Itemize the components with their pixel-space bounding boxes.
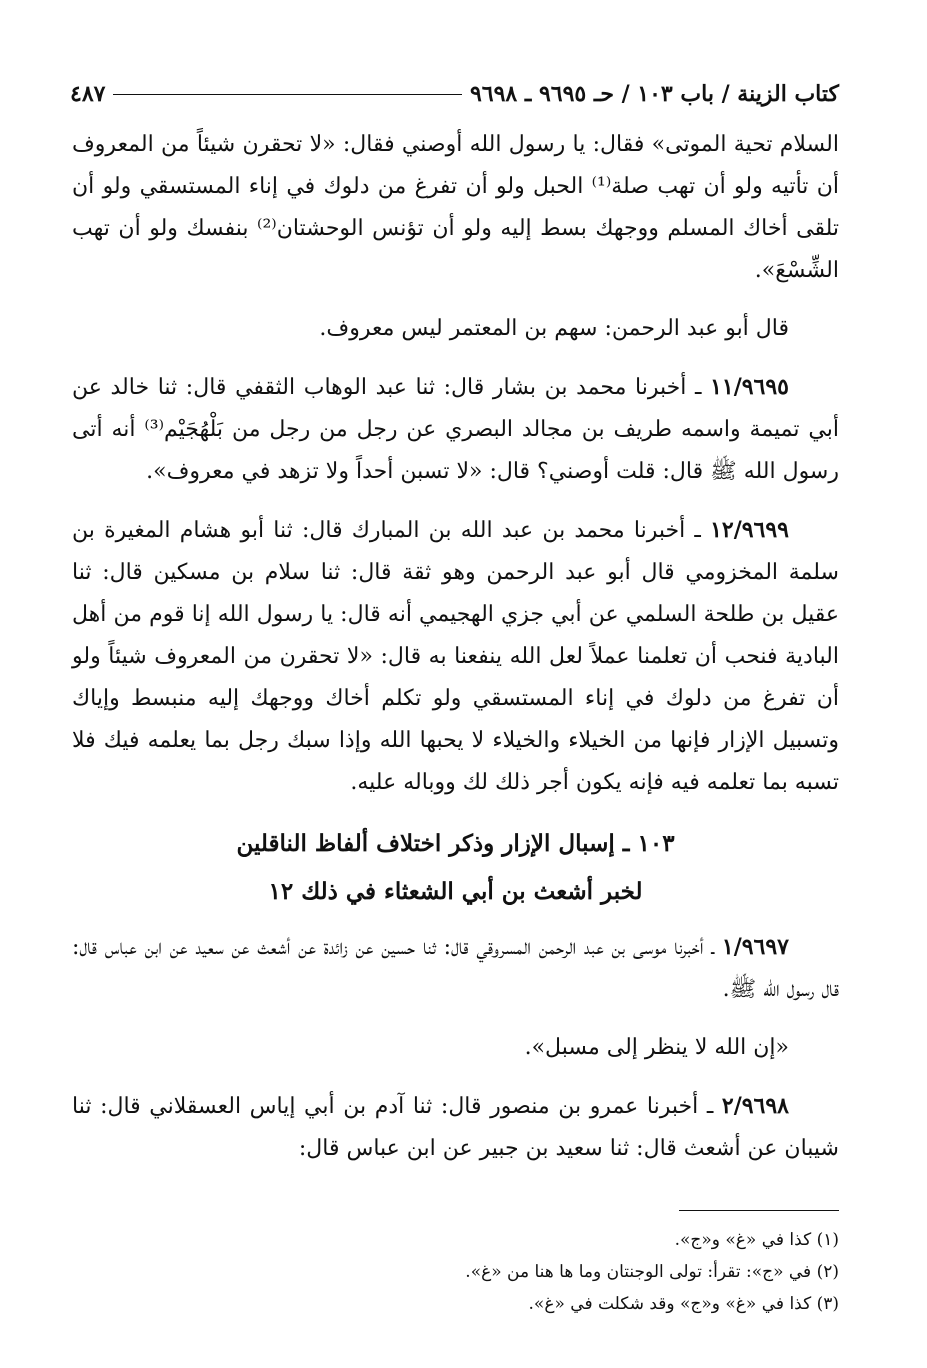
header-title: كتاب الزينة / باب ١٠٣ / حـ ٩٦٩٥ ـ ٩٦٩٨ bbox=[469, 81, 839, 107]
hadith-number: ١٢/٩٦٩٩ bbox=[710, 517, 789, 543]
paragraph-text: ـ أخبرنا عمرو بن منصور قال: ثنا آدم بن أبي إياس العسقلاني قال: ثنا شيبان عن أشعث قال: ثنا سعيد بن جبير عن ابن عباس قال: bbox=[72, 1094, 839, 1161]
paragraph-3 bbox=[72, 509, 839, 804]
footnote-3: (٣) كذا في «غ» و«ج» وقد شكلت في «غ». bbox=[528, 1294, 839, 1314]
paragraph-2 bbox=[72, 366, 839, 493]
paragraph-0 bbox=[72, 124, 839, 292]
footnotes bbox=[72, 1224, 839, 1320]
chapter-heading-line-2: لخبر أشعث بن أبي الشعثاء في ذلك ١٢ bbox=[268, 878, 643, 905]
paragraph-text: قال أبو عبد الرحمن: سهم بن المعتمر ليس معروف. bbox=[319, 316, 789, 341]
paragraph-text: ـ أخبرنا محمد بن عبد الله بن المبارك قال: ثنا أبو هشام المغيرة بن سلمة المخزومي قال أبو عبد الرحمن وهو ثقة قال: ثنا سلام بن مسكين قال: ثنا عقيل بن طلحة السلمي عن أبي جزي الهجيمي أنه قال: يا رسول الله إنا قوم من أهل البادية فنحب أن تعلمنا عملاً لعل الله ينفعنا به قال: «لا تحقرن من المعروف شيئاً ولو أن تفرغ من دلوك في إناء المستسقي ولو تكلم أخاك ووجهك إليه منبسط وإياك وتسبيل الإزار فإنها من الخيلاء والخيلاء لا يحبها الله وإذا سبك رجل بما يعلمه فيك فلا تسبه بما تعلمه فيه فإنه يكون أجر ذلك لك ووباله عليه. bbox=[72, 518, 839, 795]
paragraph-text: «إن الله لا ينظر إلى مسبل». bbox=[524, 1035, 789, 1060]
page-number: ٤٨٧ bbox=[70, 81, 106, 107]
chapter-heading-line-1: ١٠٣ ـ إسبال الإزار وذكر اختلاف ألفاظ الناقلين bbox=[236, 830, 675, 857]
paragraph-text: السلام تحية الموتى» فقال: يا رسول الله أوصني فقال: «لا تحقرن شيئاً من المعروف أن تأتيه ولو أن تهب صلة⁽¹⁾ الحبل ولو أن تفرغ من دلوك في إناء المستسقي ولو أن تلقى أخاك المسلم ووجهك بسط إليه ولو أن تؤنس الوحشتان⁽²⁾ بنفسك ولو أن تهب الشِّسْعَ». bbox=[72, 132, 840, 283]
paragraph-1 bbox=[72, 308, 839, 350]
paragraph-4 bbox=[72, 926, 839, 1011]
header-rule bbox=[113, 94, 461, 95]
running-header bbox=[70, 74, 839, 114]
hadith-number: ٢/٩٦٩٨ bbox=[721, 1093, 789, 1119]
paragraph-text: ـ أخبرنا موسى بن عبد الرحمن المسروقي قال: ثنا حسين عن زائدة عن أشعث عن سعيد عن ابن عباس قال: قال رسول الله ﷺ. bbox=[72, 935, 839, 1002]
chapter-heading bbox=[72, 820, 839, 916]
paragraph-text: ـ أخبرنا محمد بن بشار قال: ثنا عبد الوهاب الثقفي قال: ثنا خالد عن أبي تميمة واسمه طريف بن مجالد البصري عن رجل من رجل من بَلْهُجَيْم⁽³⁾ أنه أتى رسول الله ﷺ قال: قلت أوصني؟ قال: «لا تسبن أحداً ولا تزهد في معروف». bbox=[72, 375, 839, 484]
footnote-rule bbox=[679, 1210, 839, 1211]
footnote-1: (١) كذا في «غ» و«ج». bbox=[674, 1230, 839, 1250]
hadith-number: ١/٩٦٩٧ bbox=[721, 934, 789, 960]
main-text bbox=[72, 124, 839, 1186]
footnote-2: (٢) في «ج»: تقرأ: تولى الوجنتان وما ها هنا من «غ». bbox=[465, 1262, 839, 1282]
hadith-number: ١١/٩٦٩٥ bbox=[710, 374, 789, 400]
paragraph-5 bbox=[72, 1027, 839, 1069]
paragraph-6 bbox=[72, 1085, 839, 1170]
